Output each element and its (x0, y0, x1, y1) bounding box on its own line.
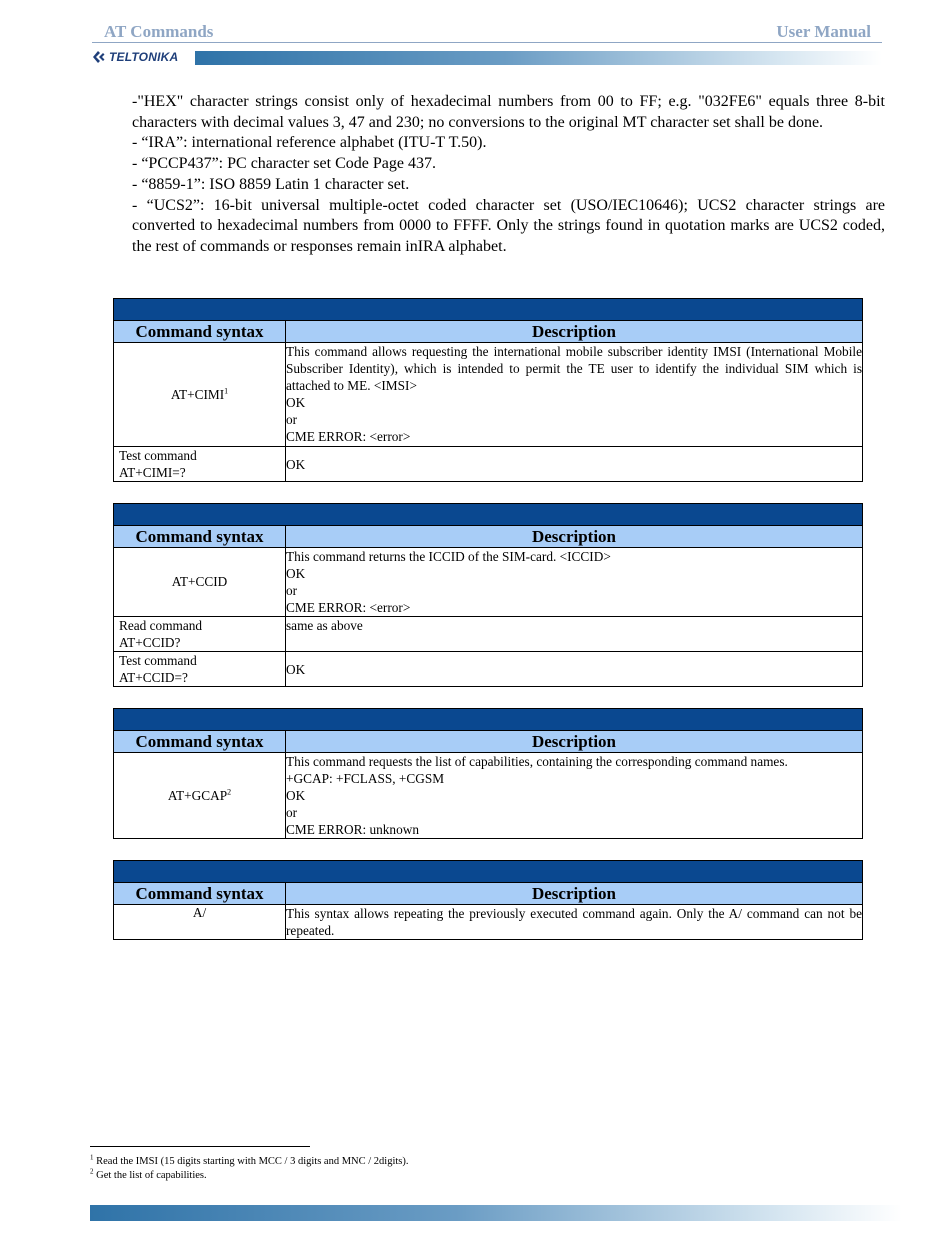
description-cell: This command requests the list of capabilities, containing the corresponding command names. +GCAP: +FCLASS, +CGSM OK or CME ERROR: unknown (286, 753, 863, 839)
syntax-cell: Test command AT+CIMI=? (114, 447, 286, 482)
description-cell: This syntax allows repeating the previously executed command again. Only the A/ command can not be repeated. (286, 906, 862, 938)
header-gradient-bar (195, 51, 882, 65)
column-header-description: Description (286, 526, 863, 548)
header-divider (92, 42, 882, 43)
table-row (114, 652, 863, 687)
syntax-cell: AT+CCID (114, 548, 286, 617)
intro-line-8859: - “8859-1”: ISO 8859 Latin 1 character set. (132, 175, 410, 193)
description-cell: This command allows requesting the international mobile subscriber identity IMSI (International Mobile Subscriber Identity), which is intended to permit the TE user to identify the individual SIM which is attached to ME. <IMSI> OK or CME ERROR: <error> (286, 343, 863, 447)
column-header-description: Description (286, 883, 863, 905)
ccid-command-table (113, 503, 863, 687)
intro-text (132, 92, 885, 258)
footnote-1: $^1$ Read the IMSI (15 digits starting with MCC / 3 digits and MNC / 2digits). (90, 1153, 409, 1167)
syntax-cell: Read command AT+CCID? (114, 617, 286, 652)
intro-line-ucs2: - “UCS2”: 16-bit universal multiple-octet coded character set (USO/IEC10646); UCS2 character strings are converted to hexadecimal numbers from 0000 to FFFF. Only the strings found in quotation marks are UCS2 coded, the rest of commands or responses remain inIRA alphabet. (132, 196, 885, 255)
table-row (114, 447, 863, 482)
logo-text: TELTONIKA (109, 50, 179, 64)
footnote-2: $^2$ Get the list of capabilities. (90, 1167, 207, 1181)
syntax-cell: $AT+GCAP^2$ (114, 753, 286, 839)
table-row (114, 905, 863, 940)
table-title-bar (114, 861, 863, 883)
repeat-command-table (113, 860, 863, 940)
description-cell: OK (286, 447, 863, 482)
table-title-bar (114, 504, 863, 526)
footnote-ref: 1 (224, 386, 229, 396)
syntax-cell: $AT+CIMI^1$ (114, 343, 286, 447)
teltonika-logo (91, 48, 191, 66)
table-row (114, 343, 863, 447)
table-title-bar (114, 709, 863, 731)
footer-gradient-bar (90, 1205, 902, 1221)
footnote-divider (90, 1146, 310, 1147)
intro-line-hex: -"HEX" character strings consist only of hexadecimal numbers from 00 to FF; e.g. "032FE6" equals three 8-bit characters with decimal values 3, 47 and 230; no conversions to the original MT character set shall be done. (132, 93, 885, 131)
description-cell: OK (286, 652, 863, 687)
column-header-syntax: Command syntax (114, 526, 286, 548)
column-header-syntax: Command syntax (114, 883, 286, 905)
table-row (114, 548, 863, 617)
column-header-description: Description (286, 731, 863, 753)
gcap-command-table (113, 708, 863, 839)
cimi-command-table (113, 298, 863, 482)
table-title-bar (114, 299, 863, 321)
table-row (114, 753, 863, 839)
syntax-cell: Test command AT+CCID=? (114, 652, 286, 687)
column-header-description: Description (286, 321, 863, 343)
column-header-syntax: Command syntax (114, 321, 286, 343)
table-row (114, 617, 863, 652)
header-manual-title: User Manual (776, 22, 871, 41)
teltonika-logo-icon (91, 49, 109, 65)
column-header-syntax: Command syntax (114, 731, 286, 753)
description-cell: This command returns the ICCID of the SIM-card. <ICCID> OK or CME ERROR: <error> (286, 548, 863, 617)
intro-line-ira: - “IRA”: international reference alphabet (ITU-T T.50). (132, 134, 487, 152)
syntax-cell: A/ (114, 905, 286, 940)
header-doc-title: AT Commands (104, 22, 214, 41)
footnote-ref: 2 (227, 787, 232, 797)
description-cell: same as above (286, 617, 863, 652)
intro-line-pccp437: - “PCCP437”: PC character set Code Page 437. (132, 155, 436, 173)
